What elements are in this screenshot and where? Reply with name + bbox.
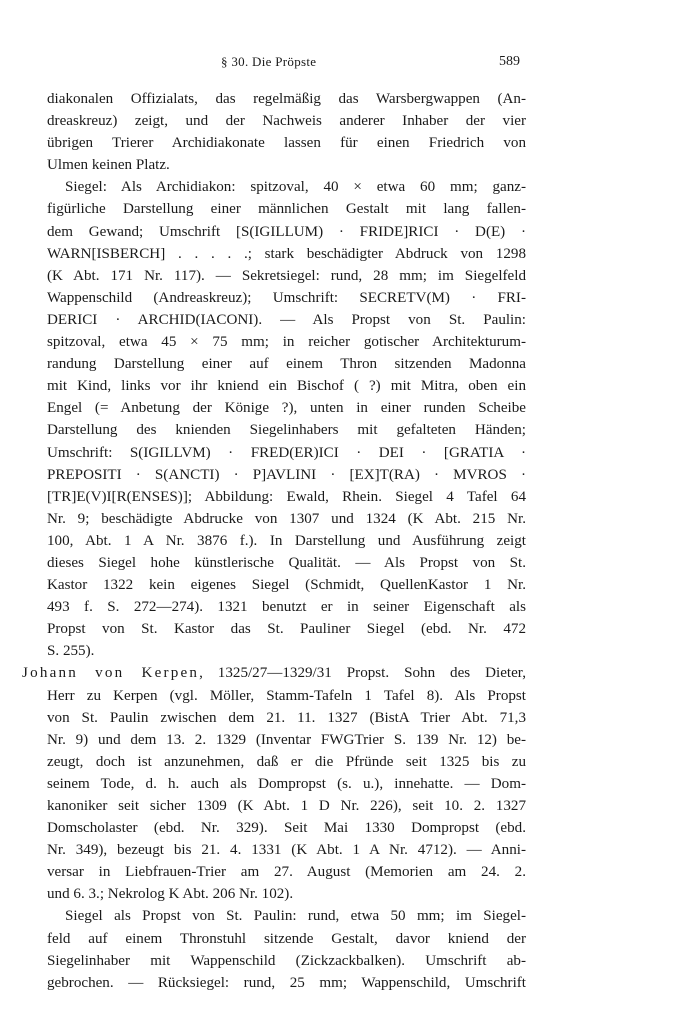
body-text: [22, 88, 526, 994]
text-line: von St. Paulin zwischen dem 21. 11. 1327 (BistA Trier Abt. 71,3: [47, 709, 526, 726]
text-line: WARN[ISBERCH] . . . . .; stark beschädigter Abdruck von 1298: [47, 245, 526, 262]
text-line: gebrochen. — Rücksiegel: rund, 25 mm; Wappenschild, Umschrift: [47, 974, 526, 991]
text-line: Nr. 349), bezeugt bis 21. 4. 1331 (K Abt. 1 A Nr. 4712). — Anni-: [47, 842, 526, 859]
text-line: dieses Siegel hohe künstlerische Qualität. — Als Propst von St.: [47, 554, 526, 571]
text-line: übrigen Trierer Archidiakonate lassen für einen Friedrich von: [47, 135, 526, 152]
text-line: Nr. 9) und dem 13. 2. 1329 (Inventar FWGTrier S. 139 Nr. 12) be-: [47, 731, 526, 748]
entry-name: Johann von Kerpen: [22, 665, 200, 682]
text-line: zeugt, doch ist anzunehmen, daß er die Pfründe seit 1325 bis zu: [47, 753, 526, 770]
text-line: Nr. 9; beschädigte Abdrucke von 1307 und 1324 (K Abt. 215 Nr.: [47, 510, 526, 527]
text-line: Darstellung des knienden Siegelinhabers mit gefalteten Händen;: [47, 422, 526, 439]
text-line: Siegelinhaber mit Wappenschild (Zickzackbalken). Umschrift ab-: [47, 952, 526, 969]
text-line: [TR]E(V)I[R(ENSES)]; Abbildung: Ewald, Rhein. Siegel 4 Tafel 64: [47, 488, 526, 505]
text-line: Umschrift: S(IGILLVM) · FRED(ER)ICI · DEI · [GRATIA ·: [47, 444, 526, 461]
text-line: spitzoval, etwa 45 × 75 mm; in reicher gotischer Architekturum-: [47, 334, 526, 351]
text-line: Ulmen keinen Platz.: [47, 157, 170, 174]
entry-heading-line: [22, 662, 526, 684]
text-line: randung Darstellung einer auf einem Thron sitzenden Madonna: [47, 356, 526, 373]
text-line: und 6. 3.; Nekrolog K Abt. 206 Nr. 102).: [47, 886, 294, 903]
text-line: 100, Abt. 1 A Nr. 3876 f.). In Darstellung und Ausführung zeigt: [47, 532, 526, 549]
text-line: Propst von St. Kastor das St. Pauliner Siegel (ebd. Nr. 472: [47, 621, 526, 638]
text-line: Siegel als Propst von St. Paulin: rund, etwa 50 mm; im Siegel-: [65, 908, 526, 925]
text-line: PREPOSITI · S(ANCTI) · P]AVLINI · [EX]T(RA) · MVROS ·: [47, 466, 526, 483]
text-line: Engel (= Anbetung der Könige ?), unten in einer runden Scheibe: [47, 400, 526, 417]
text-line: versar in Liebfrauen-Trier am 27. August (Memorien am 24. 2.: [47, 864, 526, 881]
page-number: 589: [499, 54, 520, 69]
text-line: Domscholaster (ebd. Nr. 329). Seit Mai 1330 Dompropst (ebd.: [47, 820, 526, 837]
text-line: Kastor 1322 kein eigenes Siegel (Schmidt, QuellenKastor 1 Nr.: [47, 577, 526, 594]
text-line: Siegel: Als Archidiakon: spitzoval, 40 × etwa 60 mm; ganz-: [65, 179, 526, 196]
text-line: Herr zu Kerpen (vgl. Möller, Stamm-Tafeln 1 Tafel 8). Als Propst: [47, 687, 526, 704]
running-title: § 30. Die Pröpste: [221, 54, 317, 69]
text-line: kanoniker seit sicher 1309 (K Abt. 1 D Nr. 226), seit 10. 2. 1327: [47, 798, 526, 814]
text-line: mit Kind, links vor ihr kniend ein Bischof ( ?) mit Mitra, oben ein: [47, 378, 526, 395]
text-line: 493 f. S. 272—274). 1321 benutzt er in seiner Eigenschaft als: [47, 599, 526, 616]
text-line: diakonalen Offizialats, das regelmäßig das Warsbergwappen (An-: [47, 91, 526, 107]
text-line: dem Gewand; Umschrift [S(IGILLUM) · FRIDE]RICI · D(E) ·: [47, 223, 526, 240]
text-line: (K Abt. 171 Nr. 117). — Sekretsiegel: rund, 28 mm; im Siegelfeld: [47, 267, 526, 284]
entry-line-rest: , 1325/27—1329/31 Propst. Sohn des Dieter,: [199, 665, 526, 682]
text-line: Wappenschild (Andreaskreuz); Umschrift: SECRETV(M) · FRI-: [47, 289, 526, 306]
text-line: DERICI · ARCHID(IACONI). — Als Propst von St. Paulin:: [47, 311, 526, 328]
text-line: figürliche Darstellung einer männlichen Gestalt mit lang fallen-: [47, 201, 526, 218]
running-head: [0, 54, 700, 76]
text-line: seinem Tode, d. h. auch als Dompropst (s. u.), innehatte. — Dom-: [47, 775, 526, 792]
text-line: S. 255).: [47, 643, 95, 660]
text-line: feld auf einem Thronstuhl sitzende Gestalt, davor kniend der: [47, 930, 526, 947]
text-line: dreaskreuz) zeigt, und der Nachweis anderer Inhaber der vier: [47, 113, 526, 130]
